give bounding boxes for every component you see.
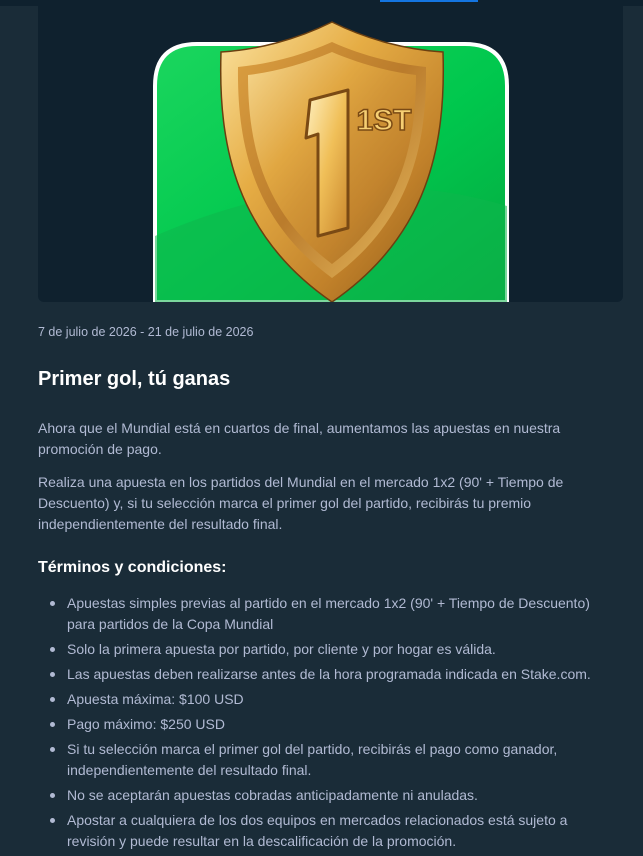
bullet-icon: [50, 722, 55, 727]
promo-paragraph: Ahora que el Mundial está en cuartos de final, aumentamos las apuestas en nuestra promoción de pago.: [38, 420, 561, 457]
terms-item-text: Pago máximo: $250 USD: [67, 716, 225, 732]
bullet-icon: [50, 747, 55, 752]
terms-list-item: [38, 785, 618, 806]
bullet-icon: [50, 818, 55, 823]
terms-item-text: Si tu selección marca el primer gol del partido, recibirás el pago como ganador, independientemente del resultado final.: [67, 741, 558, 778]
bullet-icon: [50, 793, 55, 798]
top-bar-accent: [380, 0, 478, 2]
terms-item-text: No se aceptarán apuestas cobradas anticipadamente ni anuladas.: [67, 787, 478, 803]
bullet-icon: [50, 672, 55, 677]
terms-item-text: Apostar a cualquiera de los dos equipos en mercados relacionados está sujeto a revisión y puede resultar en la descalificación de la promoción.: [67, 812, 568, 849]
terms-item-text: Las apuestas deben realizarse antes de la hora programada indicada en Stake.com.: [67, 666, 591, 682]
terms-list-item: [38, 593, 618, 635]
bullet-icon: [50, 697, 55, 702]
terms-list-item: [38, 639, 618, 660]
promo-paragraph: Realiza una apuesta en los partidos del Mundial en el mercado 1x2 (90' + Tiempo de Descuento) y, si tu selección marca el primer gol del partido, recibirás tu premio independientemente del resultado final.: [38, 474, 564, 532]
terms-item-text: Apuestas simples previas al partido en el mercado 1x2 (90' + Tiempo de Descuento) para partidos de la Copa Mundial: [67, 595, 590, 632]
terms-list-item: [38, 739, 618, 781]
terms-list-item: [38, 689, 618, 710]
promo-banner: [38, 6, 623, 302]
banner-rank-text: 1ST: [356, 104, 412, 137]
terms-item-text: Apuesta máxima: $100 USD: [67, 691, 244, 707]
promo-date-range: 7 de julio de 2026 - 21 de julio de 2026: [38, 325, 254, 339]
bullet-icon: [50, 647, 55, 652]
promo-banner-art: [38, 6, 623, 302]
terms-list-item: [38, 664, 618, 685]
terms-list-item: [38, 714, 618, 735]
terms-list-item: [38, 810, 618, 852]
bullet-icon: [50, 601, 55, 606]
terms-heading: Términos y condiciones:: [38, 559, 227, 576]
terms-list: [38, 593, 618, 856]
promo-title: Primer gol, tú ganas: [38, 368, 231, 390]
terms-item-text: Solo la primera apuesta por partido, por cliente y por hogar es válida.: [67, 641, 496, 657]
